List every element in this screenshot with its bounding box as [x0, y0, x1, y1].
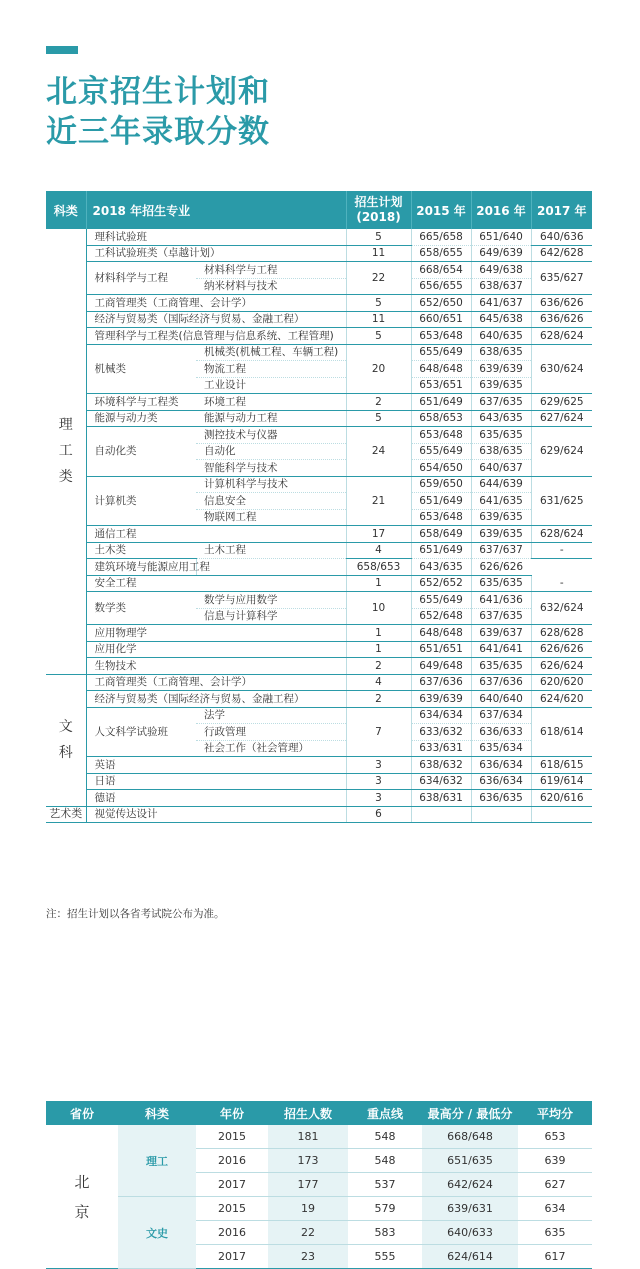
- header-major: 2018 年招生专业: [86, 191, 346, 229]
- major-name: 工科试验班类（卓越计划）: [86, 245, 346, 262]
- table-row: [46, 476, 592, 493]
- score-2016: 635/635: [471, 575, 531, 592]
- score-2015: 637/636: [411, 674, 471, 691]
- sub-major-name: 社会工作（社会管理）: [196, 740, 346, 757]
- score-2017: 632/624: [531, 592, 592, 625]
- score-2016: 649/638: [471, 262, 531, 279]
- score-2016: 644/639: [471, 476, 531, 493]
- score-2015: 653/648: [411, 328, 471, 345]
- score-2015: 658/653: [346, 559, 411, 576]
- sub-major-name: 数学与应用数学: [196, 592, 346, 609]
- score-2017: 620/620: [531, 674, 592, 691]
- score-2015: 651/649: [411, 542, 471, 559]
- table-row: [46, 559, 592, 576]
- score-2017: 631/625: [531, 476, 592, 526]
- score-2015: 655/649: [411, 344, 471, 361]
- header-2015: 2015 年: [411, 191, 471, 229]
- major-name: 应用物理学: [86, 625, 346, 642]
- plan-count: 4: [346, 542, 411, 559]
- title-line-2: 近三年录取分数: [46, 114, 270, 150]
- score-2016: 641/637: [471, 295, 531, 312]
- plan-count: 22: [346, 262, 411, 295]
- sub-major-name: 材料科学与工程: [196, 262, 346, 279]
- score-2015: 639/639: [411, 691, 471, 708]
- score-2015: 653/648: [411, 427, 471, 444]
- avg-cell: 635: [518, 1221, 592, 1245]
- sub-major-name: 建筑环境与能源应用工程: [86, 559, 196, 576]
- major-name: 安全工程: [86, 575, 346, 592]
- score-2017: [531, 806, 592, 823]
- sub-major-name: 智能科学与技术: [196, 460, 346, 477]
- t2-header-province: 省份: [46, 1101, 118, 1125]
- major-name: 英语: [86, 757, 346, 774]
- range-cell: 668/648: [422, 1125, 518, 1149]
- score-2015: 665/658: [411, 229, 471, 245]
- table-row: [46, 790, 592, 807]
- plan-count: 5: [346, 295, 411, 312]
- plan-count: 2: [346, 394, 411, 411]
- score-2017: -: [531, 575, 592, 592]
- score-2015: 658/653: [411, 410, 471, 427]
- score-2016: 638/635: [471, 443, 531, 460]
- score-2015: 634/634: [411, 707, 471, 724]
- major-name: 经济与贸易类（国际经济与贸易、金融工程）: [86, 311, 346, 328]
- score-2017: 642/628: [531, 245, 592, 262]
- sub-major-name: 法学: [196, 707, 346, 724]
- major-name: 材料科学与工程: [86, 262, 196, 295]
- score-2015: 633/631: [411, 740, 471, 757]
- sub-major-name: 物联网工程: [196, 509, 346, 526]
- avg-cell: 653: [518, 1125, 592, 1149]
- table-row: [46, 295, 592, 312]
- major-name: 应用化学: [86, 641, 346, 658]
- score-2016: 639/635: [471, 526, 531, 543]
- major-name: 通信工程: [86, 526, 346, 543]
- header-plan: 招生计划 (2018): [346, 191, 411, 229]
- score-2016: 643/635: [411, 559, 471, 576]
- score-2016: 641/636: [471, 592, 531, 609]
- sub-major-name: 纳米材料与技术: [196, 278, 346, 295]
- title-line-1: 北京招生计划和: [46, 74, 270, 110]
- score-2017: 628/624: [531, 526, 592, 543]
- major-name: 经济与贸易类（国际经济与贸易、金融工程）: [86, 691, 346, 708]
- sub-major-name: 信息安全: [196, 493, 346, 510]
- score-2016: 639/635: [471, 377, 531, 394]
- plan-count: [196, 559, 346, 576]
- score-2016: [471, 806, 531, 823]
- score-2017: 628/628: [531, 625, 592, 642]
- plan-count: 4: [346, 674, 411, 691]
- score-2016: 639/637: [471, 625, 531, 642]
- table-row: [46, 262, 592, 279]
- score-2015: [411, 806, 471, 823]
- table-row: [46, 773, 592, 790]
- year-cell: 2017: [196, 1173, 268, 1197]
- table-row: [46, 707, 592, 724]
- table-row: [46, 592, 592, 609]
- score-2016: 636/634: [471, 773, 531, 790]
- line-cell: 537: [348, 1173, 422, 1197]
- table-row: [46, 757, 592, 774]
- score-2017: 640/636: [531, 229, 592, 245]
- plan-count: 3: [346, 757, 411, 774]
- plan-count: 7: [346, 707, 411, 757]
- score-2016: 635/634: [471, 740, 531, 757]
- line-cell: 579: [348, 1197, 422, 1221]
- score-2017: 618/615: [531, 757, 592, 774]
- plan-count: 1: [346, 641, 411, 658]
- score-2017: 629/624: [531, 427, 592, 477]
- score-2016: 640/637: [471, 460, 531, 477]
- score-2015: 651/649: [411, 493, 471, 510]
- count-cell: 22: [268, 1221, 348, 1245]
- count-cell: 173: [268, 1149, 348, 1173]
- score-2017: 627/624: [531, 410, 592, 427]
- count-cell: 19: [268, 1197, 348, 1221]
- category-yishu: 艺术类: [46, 806, 86, 823]
- score-2015: 659/650: [411, 476, 471, 493]
- sub-major-name: 环境工程: [196, 394, 346, 411]
- score-2016: 639/635: [471, 509, 531, 526]
- major-name: 理科试验班: [86, 229, 346, 245]
- plan-count: 1: [346, 625, 411, 642]
- score-2016: 639/639: [471, 361, 531, 378]
- header-category: 科类: [46, 191, 86, 229]
- plan-count: 11: [346, 245, 411, 262]
- plan-count: 10: [346, 592, 411, 625]
- score-2015: 648/648: [411, 361, 471, 378]
- plan-count: 3: [346, 773, 411, 790]
- table-row: [46, 1125, 592, 1149]
- admission-plan-table: [46, 191, 592, 823]
- plan-count: 5: [346, 328, 411, 345]
- category-ligong: 理 工 类: [46, 229, 86, 674]
- table-row: [46, 311, 592, 328]
- score-2017: 626/626: [531, 641, 592, 658]
- plan-count: 2: [346, 691, 411, 708]
- plan-count: 20: [346, 344, 411, 394]
- header-2017: 2017 年: [531, 191, 592, 229]
- plan-count: 5: [346, 410, 411, 427]
- sub-major-name: 计算机科学与技术: [196, 476, 346, 493]
- avg-cell: 634: [518, 1197, 592, 1221]
- table-row: [46, 575, 592, 592]
- score-2016: 640/635: [471, 328, 531, 345]
- t2-header-range: 最高分 / 最低分: [422, 1101, 518, 1125]
- score-2017: 630/624: [531, 344, 592, 394]
- title-accent-bar: [46, 46, 78, 54]
- table-row: [46, 427, 592, 444]
- table-row: [46, 641, 592, 658]
- score-2016: 636/633: [471, 724, 531, 741]
- major-name: 生物技术: [86, 658, 346, 675]
- score-2017: 620/616: [531, 790, 592, 807]
- major-name: 计算机类: [86, 476, 196, 526]
- sub-major-name: 物流工程: [196, 361, 346, 378]
- major-name: 德语: [86, 790, 346, 807]
- type-cell: 理工: [118, 1125, 196, 1197]
- score-2017: -: [531, 542, 592, 559]
- range-cell: 640/633: [422, 1221, 518, 1245]
- score-2015: 658/649: [411, 526, 471, 543]
- table-row: [46, 1197, 592, 1221]
- category-wenke: 文 科: [46, 674, 86, 806]
- score-2016: 643/635: [471, 410, 531, 427]
- score-2016: 640/640: [471, 691, 531, 708]
- table-row: [46, 691, 592, 708]
- major-name: 土木类: [86, 542, 196, 559]
- score-2016: 635/635: [471, 658, 531, 675]
- score-2015: 655/649: [411, 592, 471, 609]
- range-cell: 651/635: [422, 1149, 518, 1173]
- table-row: [46, 806, 592, 823]
- major-name: 人文科学试验班: [86, 707, 196, 757]
- score-2016: 637/637: [471, 542, 531, 559]
- plan-count: 2: [346, 658, 411, 675]
- sub-major-name: 测控技术与仪器: [196, 427, 346, 444]
- major-name: 日语: [86, 773, 346, 790]
- sub-major-name: 信息与计算科学: [196, 608, 346, 625]
- score-2017: 619/614: [531, 773, 592, 790]
- sub-major-name: 机械类(机械工程、车辆工程): [196, 344, 346, 361]
- count-cell: 177: [268, 1173, 348, 1197]
- table-row: [46, 394, 592, 411]
- table-row: [46, 526, 592, 543]
- footnote: 注：招生计划以各省考试院公布为准。: [46, 908, 225, 920]
- beijing-scores-table: [46, 1101, 592, 1269]
- score-2017: 635/627: [531, 262, 592, 295]
- score-2016: 637/635: [471, 394, 531, 411]
- score-2016: 636/635: [471, 790, 531, 807]
- line-cell: 555: [348, 1245, 422, 1269]
- year-cell: 2017: [196, 1245, 268, 1269]
- score-2017: 618/614: [531, 707, 592, 757]
- score-2015: 651/649: [411, 394, 471, 411]
- major-name: 管理科学与工程类(信息管理与信息系统、工程管理): [86, 328, 346, 345]
- plan-count: 11: [346, 311, 411, 328]
- table-row: [46, 229, 592, 245]
- table-row: [46, 245, 592, 262]
- score-2015: 660/651: [411, 311, 471, 328]
- score-2016: 638/637: [471, 278, 531, 295]
- major-name: 机械类: [86, 344, 196, 394]
- score-2015: 651/651: [411, 641, 471, 658]
- score-2015: 633/632: [411, 724, 471, 741]
- score-2017: 626/626: [471, 559, 531, 576]
- table-row: [46, 410, 592, 427]
- score-2015: 649/648: [411, 658, 471, 675]
- score-2016: 637/634: [471, 707, 531, 724]
- score-2015: 658/655: [411, 245, 471, 262]
- major-name: 工商管理类（工商管理、会计学）: [86, 674, 346, 691]
- plan-count: 24: [346, 427, 411, 477]
- table-row: [46, 542, 592, 559]
- major-name: 数学类: [86, 592, 196, 625]
- score-2015: 653/648: [411, 509, 471, 526]
- score-2016: 641/635: [471, 493, 531, 510]
- plan-count: 1: [346, 575, 411, 592]
- score-2015: 638/632: [411, 757, 471, 774]
- line-cell: 583: [348, 1221, 422, 1245]
- avg-cell: 639: [518, 1149, 592, 1173]
- plan-count: 17: [346, 526, 411, 543]
- major-name: 能源与动力类: [86, 410, 196, 427]
- year-cell: 2016: [196, 1221, 268, 1245]
- score-2017: 624/620: [531, 691, 592, 708]
- score-2015: 634/632: [411, 773, 471, 790]
- page-title: [46, 72, 270, 152]
- year-cell: 2015: [196, 1197, 268, 1221]
- score-2015: 652/650: [411, 295, 471, 312]
- score-2016: 637/635: [471, 608, 531, 625]
- year-cell: 2015: [196, 1125, 268, 1149]
- type-cell: 文史: [118, 1197, 196, 1269]
- score-2015: 654/650: [411, 460, 471, 477]
- score-2016: 651/640: [471, 229, 531, 245]
- year-cell: 2016: [196, 1149, 268, 1173]
- sub-major-name: 行政管理: [196, 724, 346, 741]
- plan-count: 21: [346, 476, 411, 526]
- major-name: 环境科学与工程类: [86, 394, 196, 411]
- major-name: 工商管理类（工商管理、会计学）: [86, 295, 346, 312]
- avg-cell: 617: [518, 1245, 592, 1269]
- table-row: [46, 658, 592, 675]
- table-row: [46, 625, 592, 642]
- count-cell: 181: [268, 1125, 348, 1149]
- avg-cell: 627: [518, 1173, 592, 1197]
- sub-major-name: 能源与动力工程: [196, 410, 346, 427]
- sub-major-name: 工业设计: [196, 377, 346, 394]
- score-2016: 649/639: [471, 245, 531, 262]
- sub-major-name: 自动化: [196, 443, 346, 460]
- line-cell: 548: [348, 1125, 422, 1149]
- score-2016: 638/635: [471, 344, 531, 361]
- major-name: 视觉传达设计: [86, 806, 346, 823]
- table-row: [46, 674, 592, 691]
- score-2015: 668/654: [411, 262, 471, 279]
- major-name: 自动化类: [86, 427, 196, 477]
- score-2015: 652/648: [411, 608, 471, 625]
- score-2016: 635/635: [471, 427, 531, 444]
- plan-count: 3: [346, 790, 411, 807]
- range-cell: 639/631: [422, 1197, 518, 1221]
- score-2016: 641/641: [471, 641, 531, 658]
- score-2017: 636/626: [531, 311, 592, 328]
- t2-header-line: 重点线: [348, 1101, 422, 1125]
- score-2017: 626/624: [531, 658, 592, 675]
- table-row: [46, 344, 592, 361]
- t2-header-year: 年份: [196, 1101, 268, 1125]
- score-2015: 652/652: [411, 575, 471, 592]
- score-2015: 648/648: [411, 625, 471, 642]
- plan-count: 5: [346, 229, 411, 245]
- score-2016: 645/638: [471, 311, 531, 328]
- count-cell: 23: [268, 1245, 348, 1269]
- score-2017: 628/624: [531, 328, 592, 345]
- t2-header-avg: 平均分: [518, 1101, 592, 1125]
- line-cell: 548: [348, 1149, 422, 1173]
- range-cell: 624/614: [422, 1245, 518, 1269]
- t2-header-count: 招生人数: [268, 1101, 348, 1125]
- score-2016: 637/636: [471, 674, 531, 691]
- score-2015: 638/631: [411, 790, 471, 807]
- plan-count: 6: [346, 806, 411, 823]
- province-cell: 北 京: [46, 1125, 118, 1269]
- score-2017: 629/625: [531, 394, 592, 411]
- t2-header-type: 科类: [118, 1101, 196, 1125]
- score-2015: 655/649: [411, 443, 471, 460]
- score-2015: 653/651: [411, 377, 471, 394]
- score-2017: 636/626: [531, 295, 592, 312]
- range-cell: 642/624: [422, 1173, 518, 1197]
- table-row: [46, 328, 592, 345]
- header-2016: 2016 年: [471, 191, 531, 229]
- score-2015: 656/655: [411, 278, 471, 295]
- sub-major-name: 土木工程: [196, 542, 346, 559]
- score-2016: 636/634: [471, 757, 531, 774]
